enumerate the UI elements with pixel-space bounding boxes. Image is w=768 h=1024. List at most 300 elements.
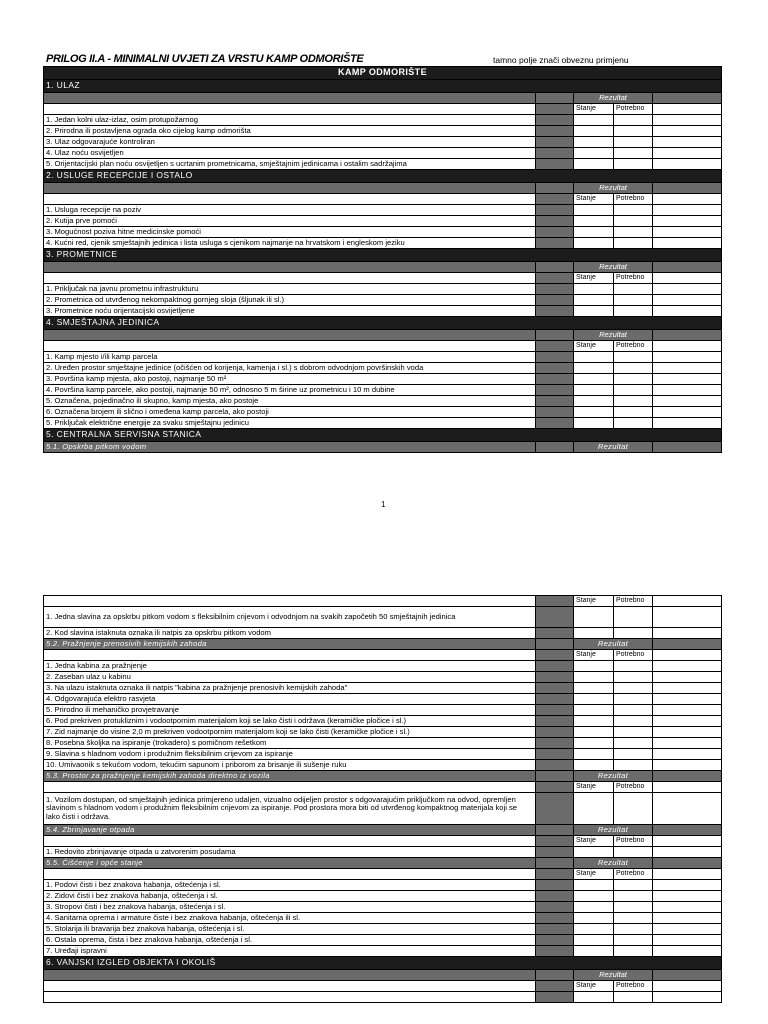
mandatory-shade-cell: [536, 880, 574, 891]
potrebno-cell: [614, 705, 653, 716]
shade-cell: [44, 970, 536, 981]
shade-cell: [44, 93, 536, 104]
mandatory-shade-cell: [536, 628, 574, 639]
requirement-row: [44, 607, 722, 628]
section-title: 3. PROMETNICE: [44, 249, 722, 262]
subsection-header-row: [44, 639, 722, 650]
blank-cell: [653, 273, 722, 284]
extra-cell: [653, 396, 722, 407]
shade-cell: [536, 442, 574, 453]
extra-cell: [653, 880, 722, 891]
stanje-header: Stanje: [574, 596, 614, 607]
extra-cell: [653, 216, 722, 227]
stanje-header: Stanje: [574, 869, 614, 880]
potrebno-header: Potrebno: [614, 836, 653, 847]
requirement-text: 2. Zaseban ulaz u kabinu: [44, 672, 536, 683]
requirement-row: [44, 847, 722, 858]
requirement-row: [44, 902, 722, 913]
potrebno-cell: [614, 363, 653, 374]
requirement-text: 1. Kamp mjesto i/ili kamp parcela: [44, 352, 536, 363]
requirement-text: 6. Označena brojem ili slično i omeđena kamp parcela, ako postoji: [44, 407, 536, 418]
column-header-row: [44, 981, 722, 992]
stanje-cell: [574, 607, 614, 628]
extra-cell: [653, 374, 722, 385]
section-title: 5. CENTRALNA SERVISNA STANICA: [44, 429, 722, 442]
requirement-row: [44, 284, 722, 295]
shade-cell: [536, 262, 574, 273]
extra-cell: [653, 672, 722, 683]
requirement-text: 7. Uređaji ispravni: [44, 946, 536, 957]
potrebno-cell: [614, 880, 653, 891]
mandatory-shade-cell: [536, 607, 574, 628]
stanje-header: Stanje: [574, 836, 614, 847]
potrebno-cell: [614, 407, 653, 418]
column-header-row: [44, 273, 722, 284]
column-header-row: [44, 104, 722, 115]
requirement-row: [44, 205, 722, 216]
rezultat-label: Rezultat: [574, 858, 653, 869]
mandatory-shade-cell: [536, 650, 574, 661]
mandatory-shade-cell: [536, 115, 574, 126]
requirement-text: 2. Kod slavina istaknuta oznaka ili natpis za opskrbu pitkom vodom: [44, 628, 536, 639]
requirement-row: [44, 913, 722, 924]
banner-title: KAMP ODMORIŠTE: [44, 67, 722, 80]
stanje-cell: [574, 683, 614, 694]
subsection-title: 5.2. Pražnjenje prenosivih kemijskih zahoda: [44, 639, 536, 650]
potrebno-cell: [614, 137, 653, 148]
subsection-header-row: [44, 825, 722, 836]
mandatory-shade-cell: [536, 194, 574, 205]
stanje-cell: [574, 295, 614, 306]
potrebno-cell: [614, 126, 653, 137]
potrebno-cell: [614, 306, 653, 317]
rezultat-label: Rezultat: [574, 262, 653, 273]
requirement-text: 3. Prometnice noću orijentacijski osvijetljene: [44, 306, 536, 317]
stanje-cell: [574, 284, 614, 295]
rezultat-row: [44, 970, 722, 981]
extra-cell: [653, 238, 722, 249]
shade-cell: [536, 825, 574, 836]
section-header-row: [44, 317, 722, 330]
blank-cell: [44, 836, 536, 847]
requirement-text: 3. Površina kamp mjesta, ako postoji, najmanje 50 m²: [44, 374, 536, 385]
extra-cell: [653, 992, 722, 1003]
requirement-row: [44, 126, 722, 137]
section-title: 6. VANJSKI IZGLED OBJEKTA I OKOLIŠ: [44, 957, 722, 970]
shade-cell: [653, 442, 722, 453]
requirement-row: [44, 683, 722, 694]
stanje-cell: [574, 760, 614, 771]
requirement-row: [44, 727, 722, 738]
requirement-row: [44, 418, 722, 429]
stanje-cell: [574, 363, 614, 374]
mandatory-shade-cell: [536, 396, 574, 407]
requirement-text: 4. Ulaz noću osvijetljen: [44, 148, 536, 159]
requirement-row: [44, 238, 722, 249]
mandatory-shade-cell: [536, 159, 574, 170]
shade-cell: [536, 330, 574, 341]
potrebno-cell: [614, 238, 653, 249]
stanje-cell: [574, 115, 614, 126]
requirement-text: 2. Prometnica od utvrđenog nekompaktnog gornjeg sloja (šljunak ili sl.): [44, 295, 536, 306]
requirement-row: [44, 396, 722, 407]
potrebno-header: Potrebno: [614, 981, 653, 992]
rezultat-label: Rezultat: [574, 639, 653, 650]
potrebno-header: Potrebno: [614, 194, 653, 205]
potrebno-cell: [614, 793, 653, 825]
requirement-text: 1. Vozilom dostupan, od smještajnih jedinica primjereno udaljen, vizualno odijeljen prostor s odgovarajućim priključkom na odvod, opremljen slavinom s hladnom vodom i produžnim fleksibilnim crijevom za ispiranje. Pod prostora mora biti od utvrđenog kompaktnog materijala koji se lako čisti i održava.: [44, 793, 536, 825]
extra-cell: [653, 661, 722, 672]
stanje-header: Stanje: [574, 782, 614, 793]
stanje-cell: [574, 216, 614, 227]
blank-cell: [653, 836, 722, 847]
requirement-row: [44, 115, 722, 126]
stanje-cell: [574, 396, 614, 407]
stanje-cell: [574, 738, 614, 749]
requirement-row: [44, 628, 722, 639]
mandatory-shade-cell: [536, 104, 574, 115]
stanje-cell: [574, 672, 614, 683]
requirement-row: [44, 407, 722, 418]
blank-cell: [653, 869, 722, 880]
requirement-text: 5. Stolarija ili bravarija bez znakova habanja, oštećenja i sl.: [44, 924, 536, 935]
stanje-cell: [574, 793, 614, 825]
mandatory-shade-cell: [536, 694, 574, 705]
extra-cell: [653, 946, 722, 957]
blank-cell: [44, 194, 536, 205]
requirement-row: [44, 159, 722, 170]
requirement-text: 6. Pod prekriven protukliznim i vodootpornim materijalom koji se lako čisti i održava (keramičke pločice i sl.): [44, 716, 536, 727]
rezultat-row: [44, 262, 722, 273]
requirement-text: 1. Priključak na javnu prometnu infrastrukturu: [44, 284, 536, 295]
requirements-table-page-1: [43, 66, 722, 453]
requirement-row: [44, 946, 722, 957]
stanje-cell: [574, 716, 614, 727]
requirement-row: [44, 891, 722, 902]
section-title: 2. USLUGE RECEPCIJE I OSTALO: [44, 170, 722, 183]
potrebno-cell: [614, 148, 653, 159]
blank-cell: [44, 869, 536, 880]
extra-cell: [653, 115, 722, 126]
requirement-row: [44, 793, 722, 825]
stanje-header: Stanje: [574, 650, 614, 661]
blank-cell: [44, 981, 536, 992]
extra-cell: [653, 683, 722, 694]
mandatory-shade-cell: [536, 869, 574, 880]
requirement-row: [44, 374, 722, 385]
rezultat-label: Rezultat: [574, 825, 653, 836]
potrebno-cell: [614, 992, 653, 1003]
rezultat-row: [44, 183, 722, 194]
requirement-text: 1. Jedna slavina za opskrbu pitkom vodom s fleksibilnim crijevom i odvodnjom na svakih započetih 50 smještajnih jedinica: [44, 607, 536, 628]
subsection-header-row: [44, 442, 722, 453]
requirement-row: [44, 137, 722, 148]
extra-cell: [653, 891, 722, 902]
mandatory-shade-cell: [536, 738, 574, 749]
blank-cell: [44, 650, 536, 661]
potrebno-cell: [614, 727, 653, 738]
requirement-row: [44, 148, 722, 159]
stanje-cell: [574, 227, 614, 238]
potrebno-cell: [614, 924, 653, 935]
shade-cell: [536, 639, 574, 650]
stanje-cell: [574, 749, 614, 760]
requirement-text: 5. Orijentacijski plan noću osvijetljen s ucrtanim prometnicama, smještajnim jedinicama i ostalim sadržajima: [44, 159, 536, 170]
stanje-cell: [574, 148, 614, 159]
blank-cell: [44, 782, 536, 793]
document-title: PRILOG II.A - MINIMALNI UVJETI ZA VRSTU KAMP ODMORIŠTE: [46, 53, 364, 65]
blank-cell: [44, 104, 536, 115]
page1-body: [44, 67, 722, 453]
stanje-cell: [574, 418, 614, 429]
extra-cell: [653, 738, 722, 749]
column-header-row: [44, 194, 722, 205]
mandatory-shade-cell: [536, 374, 574, 385]
requirement-text: 1. Podovi čisti i bez znakova habanja, oštećenja i sl.: [44, 880, 536, 891]
mandatory-shade-cell: [536, 913, 574, 924]
shade-cell: [653, 858, 722, 869]
mandatory-shade-cell: [536, 284, 574, 295]
blank-cell: [653, 981, 722, 992]
requirement-text: 2. Uređen prostor smještajne jedinice (očišćen od korijenja, kamenja i sl.) s dobrom odvodnjom površinskih voda: [44, 363, 536, 374]
shade-cell: [653, 262, 722, 273]
requirement-row: [44, 352, 722, 363]
extra-cell: [653, 727, 722, 738]
potrebno-cell: [614, 396, 653, 407]
requirement-text: 2. Zidovi čisti i bez znakova habanja, oštećenja i sl.: [44, 891, 536, 902]
mandatory-shade-cell: [536, 352, 574, 363]
mandatory-shade-cell: [536, 705, 574, 716]
extra-cell: [653, 924, 722, 935]
mandatory-shade-cell: [536, 992, 574, 1003]
stanje-cell: [574, 902, 614, 913]
requirement-text: 1. Redovito zbrinjavanje otpada u zatvorenim posudama: [44, 847, 536, 858]
potrebno-header: Potrebno: [614, 273, 653, 284]
shade-cell: [44, 330, 536, 341]
requirement-row: [44, 705, 722, 716]
column-header-row: [44, 782, 722, 793]
requirement-row: [44, 694, 722, 705]
mandatory-shade-cell: [536, 137, 574, 148]
mandatory-shade-cell: [536, 407, 574, 418]
blank-cell: [653, 596, 722, 607]
mandatory-shade-cell: [536, 341, 574, 352]
potrebno-cell: [614, 749, 653, 760]
requirement-row: [44, 216, 722, 227]
subsection-title: 5.4. Zbrinjavanje otpada: [44, 825, 536, 836]
mandatory-shade-cell: [536, 238, 574, 249]
potrebno-cell: [614, 374, 653, 385]
extra-cell: [653, 407, 722, 418]
subsection-title: 5.1. Opskrba pitkom vodom: [44, 442, 536, 453]
potrebno-cell: [614, 891, 653, 902]
extra-cell: [653, 716, 722, 727]
requirement-text: 3. Na ulazu istaknuta oznaka ili natpis "kabina za pražnjenje prenosivih kemijskih zahoda": [44, 683, 536, 694]
extra-cell: [653, 295, 722, 306]
page-number: 1: [381, 500, 386, 509]
section-header-row: [44, 80, 722, 93]
potrebno-header: Potrebno: [614, 341, 653, 352]
potrebno-cell: [614, 716, 653, 727]
stanje-cell: [574, 880, 614, 891]
stanje-cell: [574, 891, 614, 902]
section-header-row: [44, 170, 722, 183]
extra-cell: [653, 385, 722, 396]
requirement-text: 1. Usluga recepcije na poziv: [44, 205, 536, 216]
mandatory-shade-cell: [536, 727, 574, 738]
potrebno-cell: [614, 628, 653, 639]
requirement-text: 6. Ostala oprema, čista i bez znakova habanja, oštećenja i sl.: [44, 935, 536, 946]
extra-cell: [653, 205, 722, 216]
extra-cell: [653, 847, 722, 858]
requirement-text: 5. Priključak električne energije za svaku smještajnu jedinicu: [44, 418, 536, 429]
requirement-row: [44, 227, 722, 238]
requirement-text: 2. Kutija prve pomoći: [44, 216, 536, 227]
stanje-cell: [574, 847, 614, 858]
requirement-row: [44, 738, 722, 749]
mandatory-shade-cell: [536, 418, 574, 429]
extra-cell: [653, 159, 722, 170]
shade-cell: [536, 93, 574, 104]
requirement-text: 4. Kućni red, cjenik smještajnih jedinica i lista usluga s cjenikom najmanje na hrvatskom i engleskom jeziku: [44, 238, 536, 249]
extra-cell: [653, 148, 722, 159]
potrebno-header: Potrebno: [614, 869, 653, 880]
potrebno-header: Potrebno: [614, 104, 653, 115]
extra-cell: [653, 306, 722, 317]
shade-cell: [44, 262, 536, 273]
potrebno-cell: [614, 935, 653, 946]
potrebno-cell: [614, 672, 653, 683]
requirement-text: [44, 992, 536, 1003]
section-header-row: [44, 429, 722, 442]
mandatory-shade-cell: [536, 924, 574, 935]
mandatory-shade-cell: [536, 205, 574, 216]
stanje-cell: [574, 628, 614, 639]
requirement-text: 3. Ulaz odgovarajuće kontroliran: [44, 137, 536, 148]
stanje-cell: [574, 352, 614, 363]
shade-cell: [653, 825, 722, 836]
requirement-row: [44, 716, 722, 727]
section-title: 4. SMJEŠTAJNA JEDINICA: [44, 317, 722, 330]
requirement-text: 2. Prirodna ili postavljena ograda oko cijelog kamp odmorišta: [44, 126, 536, 137]
rezultat-row: [44, 330, 722, 341]
section-header-row: [44, 249, 722, 262]
requirement-text: 3. Mogućnost poziva hitne medicinske pomoći: [44, 227, 536, 238]
mandatory-shade-cell: [536, 891, 574, 902]
mandatory-shade-cell: [536, 902, 574, 913]
blank-cell: [44, 596, 536, 607]
stanje-cell: [574, 126, 614, 137]
potrebno-cell: [614, 902, 653, 913]
stanje-cell: [574, 238, 614, 249]
shade-cell: [653, 639, 722, 650]
stanje-cell: [574, 159, 614, 170]
rezultat-label: Rezultat: [574, 183, 653, 194]
potrebno-header: Potrebno: [614, 782, 653, 793]
stanje-cell: [574, 661, 614, 672]
potrebno-cell: [614, 159, 653, 170]
shade-cell: [536, 183, 574, 194]
subsection-header-row: [44, 858, 722, 869]
mandatory-shade-cell: [536, 749, 574, 760]
extra-cell: [653, 363, 722, 374]
mandatory-shade-cell: [536, 716, 574, 727]
shade-cell: [536, 858, 574, 869]
potrebno-cell: [614, 205, 653, 216]
potrebno-cell: [614, 295, 653, 306]
requirement-text: 7. Zid najmanje do visine 2,0 m prekriven vodootpornim materijalom koji se lako čisti (keramičke pločice i sl.): [44, 727, 536, 738]
extra-cell: [653, 126, 722, 137]
mandatory-shade-cell: [536, 216, 574, 227]
stanje-cell: [574, 946, 614, 957]
potrebno-cell: [614, 661, 653, 672]
shade-cell: [653, 330, 722, 341]
requirement-row: [44, 306, 722, 317]
requirement-text: 1. Jedan kolni ulaz-izlaz, osim protupožarnog: [44, 115, 536, 126]
requirement-text: 5. Prirodno ili mehaničko provjetravanje: [44, 705, 536, 716]
potrebno-cell: [614, 760, 653, 771]
section-title: 1. ULAZ: [44, 80, 722, 93]
potrebno-cell: [614, 418, 653, 429]
extra-cell: [653, 760, 722, 771]
requirement-row: [44, 760, 722, 771]
mandatory-shade-cell: [536, 946, 574, 957]
stanje-cell: [574, 727, 614, 738]
subsection-title: 5.5. Čišćenje i opće stanje: [44, 858, 536, 869]
mandatory-shade-cell: [536, 227, 574, 238]
blank-cell: [653, 650, 722, 661]
mandatory-shade-cell: [536, 148, 574, 159]
mandatory-shade-cell: [536, 306, 574, 317]
potrebno-cell: [614, 115, 653, 126]
section-header-row: [44, 957, 722, 970]
potrebno-cell: [614, 227, 653, 238]
potrebno-cell: [614, 216, 653, 227]
potrebno-cell: [614, 683, 653, 694]
mandatory-shade-cell: [536, 760, 574, 771]
mandatory-shade-cell: [536, 385, 574, 396]
stanje-header: Stanje: [574, 104, 614, 115]
blank-cell: [653, 104, 722, 115]
rezultat-label: Rezultat: [574, 330, 653, 341]
potrebno-cell: [614, 607, 653, 628]
banner-row: [44, 67, 722, 80]
requirement-row: [44, 661, 722, 672]
mandatory-shade-cell: [536, 683, 574, 694]
stanje-cell: [574, 694, 614, 705]
stanje-cell: [574, 205, 614, 216]
stanje-header: Stanje: [574, 341, 614, 352]
page2-body: [44, 596, 722, 1003]
shade-cell: [653, 183, 722, 194]
extra-cell: [653, 694, 722, 705]
extra-cell: [653, 902, 722, 913]
requirement-row: [44, 672, 722, 683]
requirement-text: 1. Jedna kabina za pražnjenje: [44, 661, 536, 672]
mandatory-shade-cell: [536, 935, 574, 946]
shade-cell: [536, 771, 574, 782]
stanje-cell: [574, 407, 614, 418]
requirement-text: 10. Umivaonik s tekućom vodom, tekućim sapunom i priborom za brisanje ili sušenje ruku: [44, 760, 536, 771]
rezultat-label: Rezultat: [574, 970, 653, 981]
shade-cell: [653, 93, 722, 104]
mandatory-shade-cell: [536, 836, 574, 847]
requirement-text: 4. Sanitarna oprema i armature čiste i bez znakova habanja, oštećenja ili sl.: [44, 913, 536, 924]
requirement-row: [44, 880, 722, 891]
extra-cell: [653, 227, 722, 238]
stanje-header: Stanje: [574, 981, 614, 992]
mandatory-shade-cell: [536, 661, 574, 672]
